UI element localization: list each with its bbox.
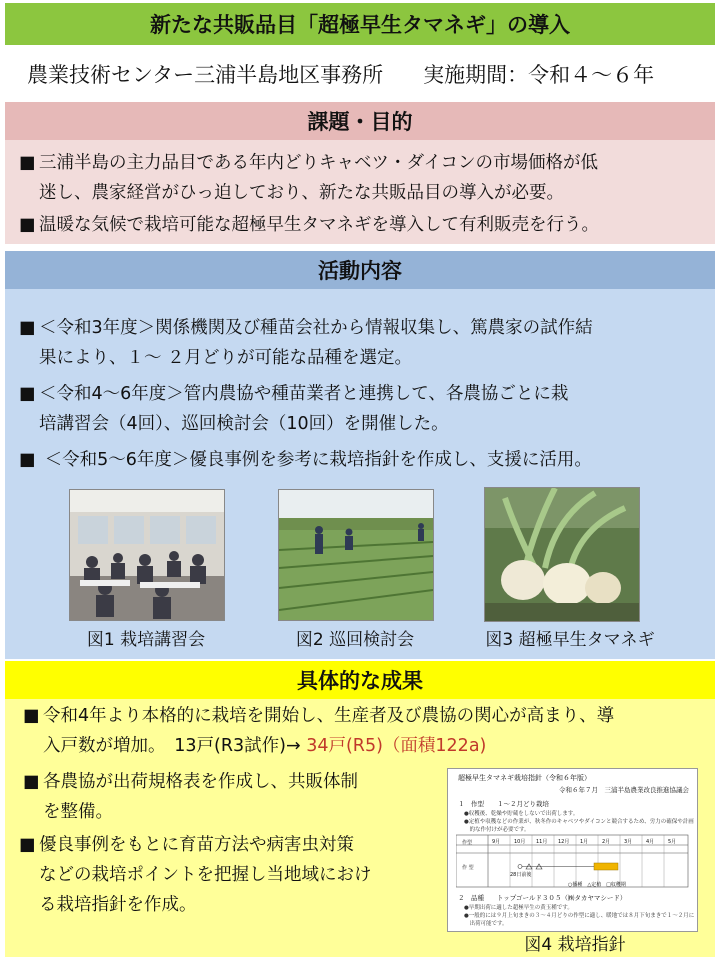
doc-month-header: 12月 xyxy=(558,839,570,845)
bullet-square-icon: ■ xyxy=(23,706,40,726)
title-text: 新たな共販品目「超極早生タマネギ」の導入 xyxy=(150,13,570,37)
purpose-bullet-1 xyxy=(19,148,598,208)
figure-caption-2: 図2 巡回検討会 xyxy=(295,630,415,650)
doc-section-1: １ 作型 １～２月どり栽培 xyxy=(458,800,549,808)
result-bullet-1 xyxy=(23,701,614,761)
bullet-text: 令和4年より本格的に栽培を開始し、生産者及び農協の関心が高まり、導 xyxy=(43,706,615,726)
doc-month-header: 3月 xyxy=(624,839,633,845)
bullet-text: 優良事例をもとに育苗方法や病害虫対策 xyxy=(39,835,354,855)
section-body-activities xyxy=(5,289,715,659)
bullet-text: る栽培指針を作成。 xyxy=(39,895,197,915)
doc-month-header: 10月 xyxy=(514,839,526,845)
doc-note: ●早期出荷に適した超極早生の黄玉種です。 xyxy=(464,905,573,911)
activity-bullet-2 xyxy=(19,379,568,439)
purpose-bullet-2 xyxy=(19,210,599,240)
bullet-text: 迷し、農家経営がひっ迫しており、新たな共販品目の導入が必要。 xyxy=(39,183,564,203)
doc-title: 超極早生タマネギ栽培指針（令和６年版） xyxy=(458,774,591,782)
section-heading-results xyxy=(5,661,715,699)
bullet-text: 果により、１～ ２月どりが可能な品種を選定。 xyxy=(39,348,413,368)
doc-table-header: 作型 xyxy=(462,840,473,846)
doc-month-header: 5月 xyxy=(668,839,677,845)
doc-month-header: 1月 xyxy=(580,839,589,845)
section-body-purpose xyxy=(5,140,715,244)
bullet-text: などの栽培ポイントを把握し当地域におけ xyxy=(39,865,372,885)
figure-caption-3: 図3 超極早生タマネギ xyxy=(485,630,655,650)
guideline-document-thumbnail xyxy=(447,768,698,932)
bullet-text: 三浦半島の主力品目である年内どりキャベツ・ダイコンの市場価格が低 xyxy=(39,153,598,173)
activity-bullet-1 xyxy=(19,313,593,373)
bullet-text: 培講習会（4回）、巡回検討会（10回）を開催した。 xyxy=(39,414,449,434)
bullet-square-icon: ■ xyxy=(19,215,36,235)
bullet-square-icon: ■ xyxy=(19,153,36,173)
bullet-text: 入戸数が増加。 13戸(R3試作)→ xyxy=(43,736,307,756)
bullet-text: 温暖な気候で栽培可能な超極早生タマネギを導入して有利販売を行う。 xyxy=(39,215,599,235)
bullet-text: を整備。 xyxy=(43,802,113,822)
org-line xyxy=(5,48,715,100)
doc-table-row-label: 作 型 xyxy=(462,865,474,871)
doc-note: ●定植や収穫などの作業が、秋冬作のキャベツやダイコンと競合するため、労力の確保や計画 xyxy=(464,819,694,825)
figure-caption-1: 図1 栽培講習会 xyxy=(86,630,206,650)
photo-training-session xyxy=(69,489,225,621)
bullet-square-icon: ■ xyxy=(19,384,36,404)
doc-month-header: 4月 xyxy=(646,839,655,845)
bullet-square-icon: ■ xyxy=(19,835,36,855)
doc-days-label: 28日前後 xyxy=(510,872,532,878)
bullet-square-icon: ■ xyxy=(19,318,36,338)
doc-section-2: ２ 品種 トップゴールド３０５（㈱タカヤマシード） xyxy=(458,894,627,902)
figure-caption-4: 図4 栽培指針 xyxy=(524,935,626,955)
doc-month-header: 9月 xyxy=(492,839,501,845)
doc-legend: ○播種 △定植 □収穫期 xyxy=(568,882,626,888)
highlight-result: 34戸(R5)（面積122a) xyxy=(306,736,487,756)
page-title xyxy=(5,3,715,45)
section-heading-text: 活動内容 xyxy=(318,259,402,283)
org-name: 農業技術センター三浦半島地区事務所 xyxy=(27,63,384,87)
photo-field-inspection xyxy=(278,489,434,621)
bullet-text: ＜令和4～6年度＞管内農協や種苗業者と連携して、各農協ごとに栽 xyxy=(39,384,569,404)
section-heading-text: 課題・目的 xyxy=(307,110,413,134)
bullet-square-icon: ■ xyxy=(23,772,40,792)
section-heading-activities xyxy=(5,251,715,289)
bullet-text: ＜令和5～6年度＞優良事例を参考に栽培指針を作成し、支援に活用。 xyxy=(39,450,592,470)
section-heading-purpose xyxy=(5,102,715,140)
section-heading-text: 具体的な成果 xyxy=(297,669,423,693)
bullet-square-icon: ■ xyxy=(19,450,36,470)
doc-note: ●一般的には９月上旬まきの３～４月どりの作型に適し、暖地では８月下旬まきで１～２月に xyxy=(464,913,695,919)
result-bullet-3 xyxy=(19,830,372,920)
doc-month-header: 11月 xyxy=(536,839,548,845)
activity-bullet-3 xyxy=(19,445,592,475)
period: 実施期間：令和４～６年 xyxy=(423,63,655,87)
doc-note: ●収穫後、乾燥や貯蔵をしないで出荷します。 xyxy=(464,811,579,817)
photo-early-onion xyxy=(484,487,640,622)
result-bullet-2 xyxy=(23,767,358,827)
bullet-text: ＜令和3年度＞関係機関及び種苗会社から情報収集し、篤農家の試作結 xyxy=(39,318,593,338)
bullet-text: 各農協が出荷規格表を作成し、共販体制 xyxy=(43,772,358,792)
doc-note: 的な作付けが必要です。 xyxy=(464,827,530,833)
doc-subtitle: 令和６年７月 三浦半島農業改良推進協議会 xyxy=(559,786,689,794)
doc-note: 出荷可能です。 xyxy=(464,921,508,927)
doc-month-header: 2月 xyxy=(602,839,611,845)
